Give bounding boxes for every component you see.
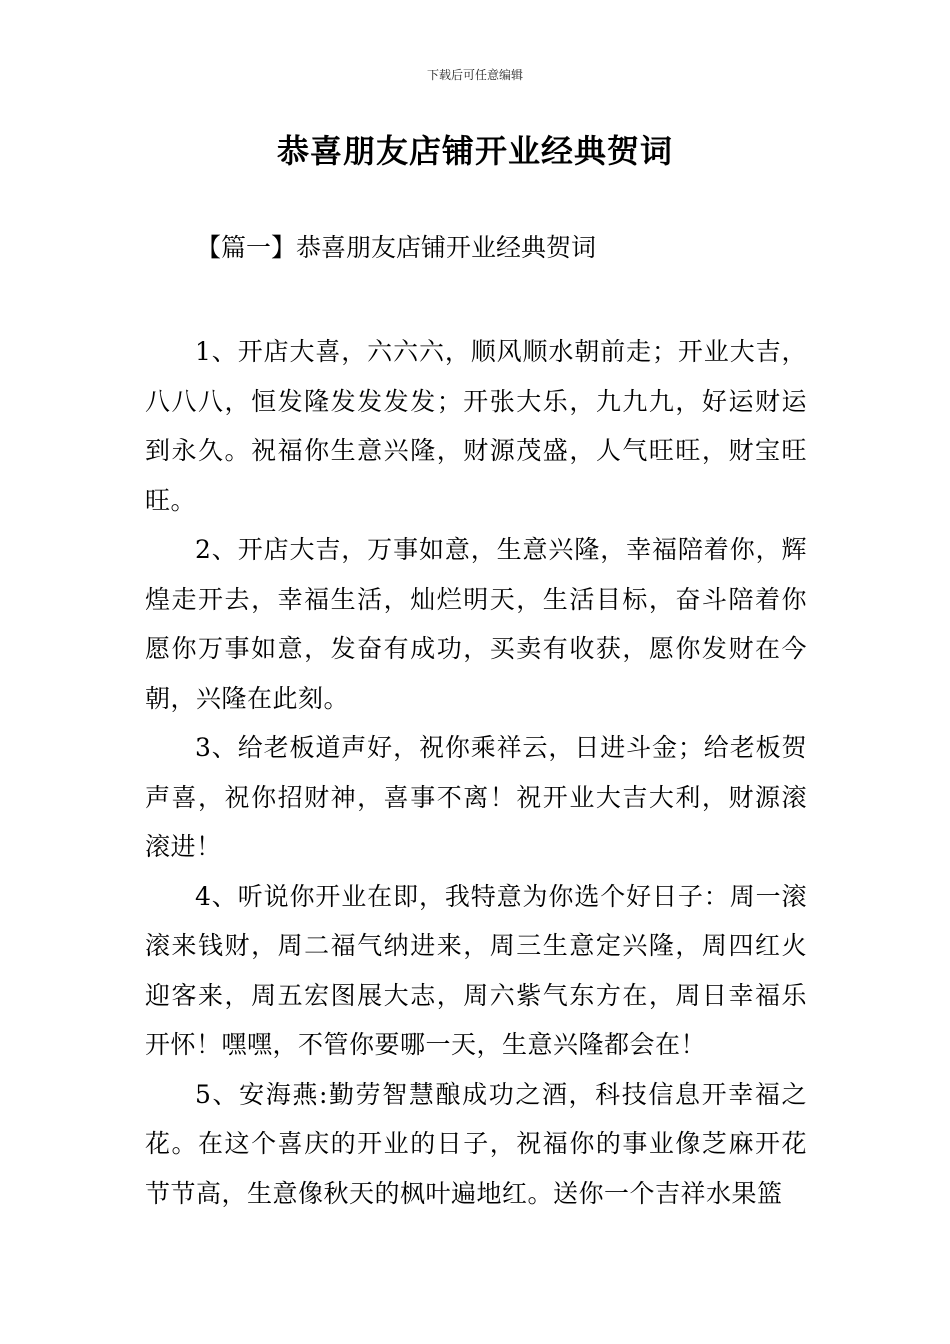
header-note: 下载后可任意编辑 — [426, 68, 523, 82]
paragraph-2: 2、开店大吉，万事如意，生意兴隆，幸福陪着你，辉煌走开去，幸福生活，灿烂明天，生活目标，奋斗陪着你愿你万事如意，发奋有成功，买卖有收获，愿你发财在今朝，兴隆在此刻。 — [145, 535, 807, 713]
paragraph-1: 1、开店大喜，六六六，顺风顺水朝前走；开业大吉，八八八，恒发隆发发发发；开张大乐，九九九，好运财运到永久。祝福你生意兴隆，财源茂盛，人气旺旺，财宝旺旺。 — [145, 337, 807, 515]
paragraph-3: 3、给老板道声好，祝你乘祥云，日进斗金；给老板贺声喜，祝你招财神，喜事不离！祝开业大吉大利，财源滚滚进！ — [145, 733, 807, 861]
section-heading: 【篇一】恭喜朋友店铺开业经典贺词 — [196, 233, 597, 262]
document-body — [145, 327, 807, 1218]
paragraph-4: 4、听说你开业在即，我特意为你选个好日子：周一滚滚来钱财，周二福气纳进来，周三生意定兴隆，周四红火迎客来，周五宏图展大志，周六紫气东方在，周日幸福乐开怀！嘿嘿，不管你要哪一天，生意兴隆都会在！ — [145, 881, 807, 1059]
page-title: 恭喜朋友店铺开业经典贺词 — [276, 132, 673, 170]
paragraph-5: 5、安海燕:勤劳智慧酿成功之酒，科技信息开幸福之花。在这个喜庆的开业的日子，祝福你的事业像芝麻开花节节高，生意像秋天的枫叶遍地红。送你一个吉祥水果篮 — [145, 1079, 807, 1208]
